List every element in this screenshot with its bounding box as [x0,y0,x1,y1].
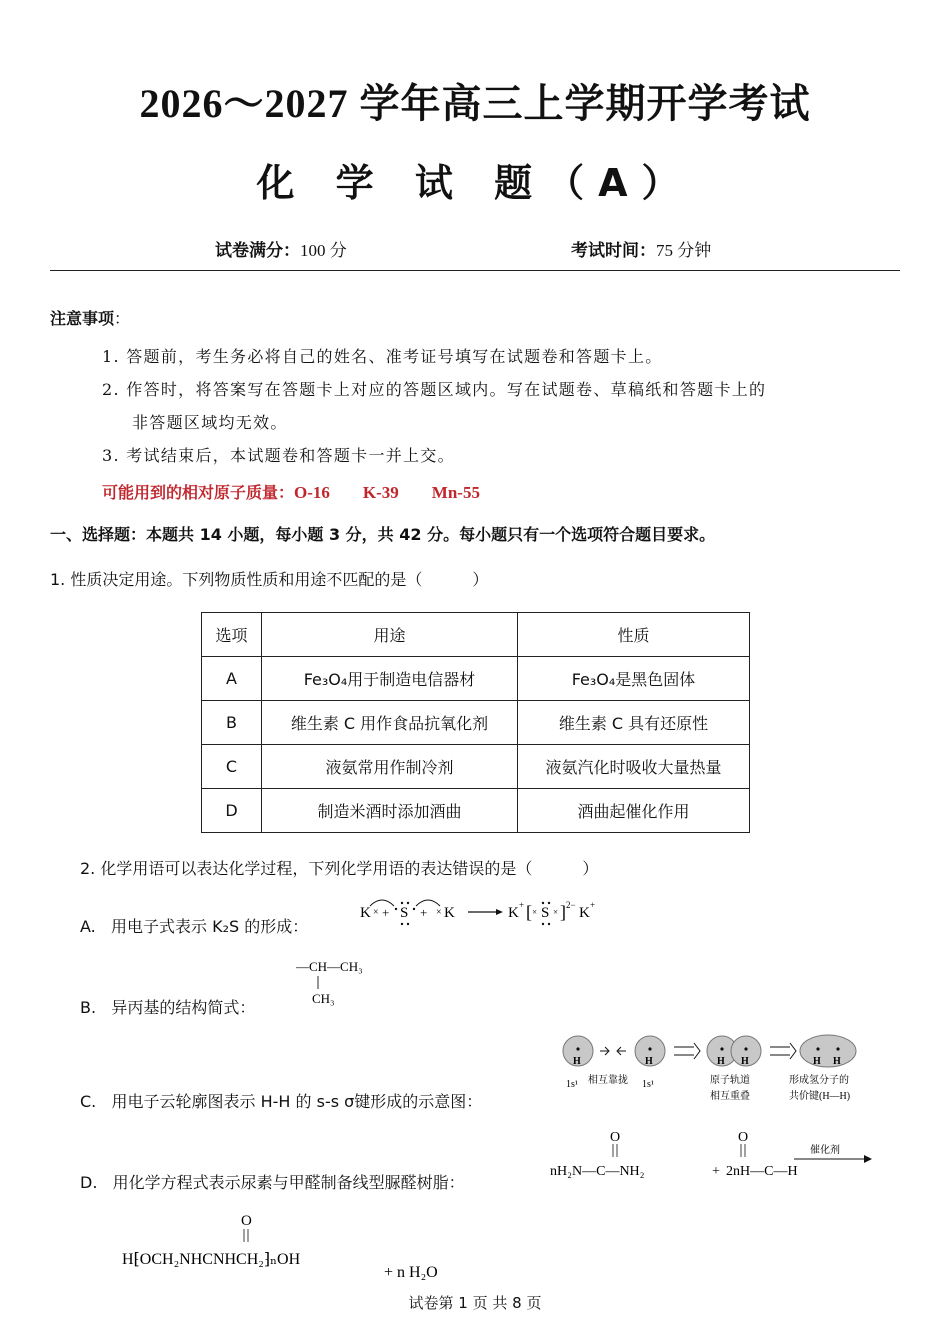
k-ion: K [579,905,590,921]
q2-option-d [80,1170,465,1193]
s-ion: S [541,905,550,921]
isopropyl-structure [296,955,396,1007]
catalyst-label: 催化剂 [810,1145,840,1156]
notice-item-2: 2. 作答时，将答案写在答题卡上对应的答题区域内。写在试题卷、草稿纸和答题卡上的 [102,380,767,399]
notice-item-3: 3. 考试结束后，本试题卷和答题卡一并上交。 [102,446,455,465]
score-info [215,236,347,261]
urea-resin-product [120,1208,460,1284]
table-header: 用途 [262,613,518,657]
isopropyl-main-chain: —CH—CH₃ [296,959,363,974]
step2-label: 原子轨道 [710,1075,750,1086]
double-arrow [674,1043,700,1059]
table-header: 选项 [202,613,262,657]
score-value: 100 分 [300,241,347,260]
plus-sign: + [712,1164,720,1179]
table-header: 性质 [518,613,750,657]
table-row [202,701,750,745]
page-footer: 试卷第 1 页 共 8 页 [408,1294,542,1312]
k-ion: K [508,905,519,921]
orbital-label: 1s¹ [642,1079,654,1090]
table-row [202,657,750,701]
k2s-electron-formula [356,896,606,932]
k-atom-left: K [360,905,371,921]
notice-item-1: 1. 答题前，考生务必将自己的姓名、准考证号填写在试题卷和答题卡上。 [102,347,663,366]
orbital-label: 1s¹ [566,1079,578,1090]
table-cell: 液氨常用作制冷剂 [262,745,518,789]
urea-formaldehyde-equation [548,1125,878,1185]
isopropyl-branch: CH₃ [312,991,335,1006]
q2-stem [80,856,598,879]
atomic-mass-line [102,480,480,503]
q1-options-table [201,612,750,833]
approach-arrow [617,1047,626,1055]
resin-formula: H⁅OCH₂NHCNHCH₂⁆ₙOH [122,1251,301,1268]
h-label: H [717,1056,725,1067]
hh-bond-orbital-diagram [560,1033,890,1108]
time-info [571,236,711,261]
q2-option-a [80,914,308,937]
urea-formula: nH₂N—C—NH₂ [550,1164,645,1179]
option-text: 用电子云轮廓图表示 H-H 的 s-s σ键形成的示意图： [111,1092,483,1111]
table-row [202,789,750,833]
table-cell: 维生素 C 具有还原性 [518,701,750,745]
double-arrow [770,1043,796,1059]
table-header-row [202,613,750,657]
q1-close-paren: ） [472,570,489,589]
svg-text:×: × [373,907,379,918]
s-atom: S [400,905,409,921]
water-product: + n H₂O [384,1264,438,1281]
svg-text:+: + [519,900,525,910]
score-label: 试卷满分： [215,241,300,261]
atomic-mass-label: 可能用到的相对原子质量： [102,483,295,502]
subject-title: 化 学 试 题（A） [256,161,694,205]
q2-option-c [80,1089,482,1112]
table-cell: 液氨汽化时吸收大量热量 [518,745,750,789]
option-letter: A. [80,917,96,936]
q2-stem-text: 2. 化学用语可以表达化学过程，下列化学用语的表达错误的是（ [80,859,533,878]
ion-charge: 2− [566,900,576,910]
q2-close-paren: ） [582,859,599,878]
svg-text:×: × [532,907,538,917]
atomic-mass-values: O-16 K-39 Mn-55 [294,483,480,502]
table-cell: 制造米酒时添加酒曲 [262,789,518,833]
h-label: H [573,1056,581,1067]
time-label: 考试时间： [571,241,656,261]
table-cell: A [202,657,262,701]
svg-text:+: + [590,900,596,910]
q2-option-b [80,995,255,1018]
option-letter: B. [80,998,97,1017]
header-divider [50,270,900,271]
svg-text:]: ] [560,902,566,922]
q1-stem [50,567,488,590]
table-cell: Fe₃O₄是黑色固体 [518,657,750,701]
table-cell: 酒曲起催化作用 [518,789,750,833]
table-cell: Fe₃O₄用于制造电信器材 [262,657,518,701]
option-text: 用化学方程式表示尿素与甲醛制备线型脲醛树脂： [112,1173,465,1192]
formaldehyde-formula: 2nH—C—H [726,1164,798,1179]
step3-label: 共价键(H—H) [789,1091,851,1102]
k-atom-right: K [444,905,455,921]
section-heading: 一、选择题：本题共 14 小题，每小题 3 分，共 42 分。每小题只有一个选项符合题目要求。 [50,525,716,544]
h-label: H [813,1056,821,1067]
svg-text:+: + [420,905,428,920]
carbonyl-o: O [241,1213,252,1229]
svg-text:×: × [553,907,559,917]
step3-label: 形成氢分子的 [789,1075,849,1086]
step1-label: 相互靠拢 [588,1075,628,1086]
h-label: H [741,1056,749,1067]
option-letter: C. [80,1092,97,1111]
svg-text:[: [ [526,902,532,922]
approach-arrow [600,1047,609,1055]
carbonyl-o: O [738,1130,749,1145]
svg-text:×: × [436,907,442,918]
exam-title: 2026～2027 学年高三上学期开学考试 [139,81,811,126]
notice-heading: 注意事项： [50,309,131,328]
q1-stem-text: 1. 性质决定用途。下列物质性质和用途不匹配的是（ [50,570,423,589]
table-cell: C [202,745,262,789]
plus-sign: + [382,905,390,920]
table-cell: B [202,701,262,745]
h2-molecule-orbital [800,1035,856,1067]
option-text: 异丙基的结构简式： [111,998,256,1017]
notice-item-2-cont: 非答题区域均无效。 [132,413,288,432]
h-label: H [833,1056,841,1067]
table-row [202,745,750,789]
option-letter: D. [80,1173,98,1192]
table-cell: D [202,789,262,833]
h-label: H [645,1056,653,1067]
table-cell: 维生素 C 用作食品抗氧化剂 [262,701,518,745]
time-value: 75 分钟 [656,241,712,260]
option-text: 用电子式表示 K₂S 的形成： [111,917,309,936]
carbonyl-o: O [610,1130,621,1145]
step2-label: 相互重叠 [710,1091,750,1102]
